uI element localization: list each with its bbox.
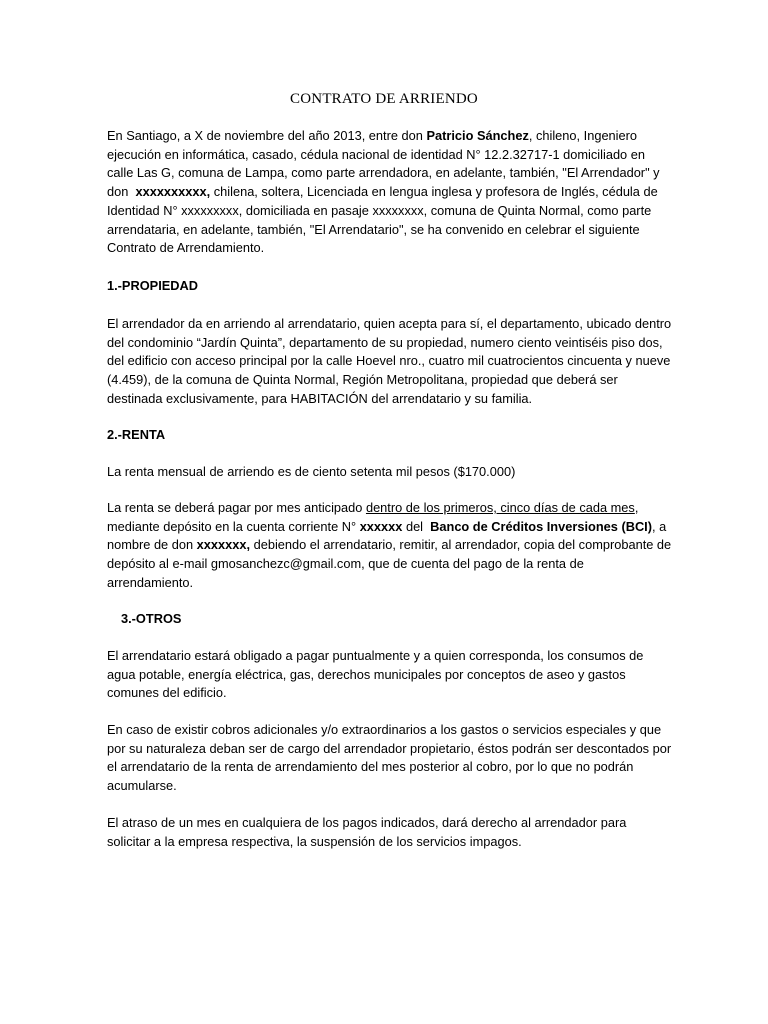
renta-line (107, 499, 667, 518)
intro-text: don (107, 184, 136, 200)
propiedad-paragraph (107, 315, 672, 409)
document-title: CONTRATO DE ARRIENDO (290, 91, 478, 107)
renta-line: La renta mensual de arriendo es de ciento setenta mil pesos ($170.000) (107, 464, 516, 479)
intro-line: arrendataria, en adelante, también, "El Arrendatario", se ha convenido en celebrar el siguiente (107, 221, 640, 237)
account-holder: xxxxxxx, (196, 537, 251, 553)
section-heading-renta: 2.-RENTA (107, 427, 166, 442)
intro-line: calle Las G, comuna de Lampa, como parte arrendadora, en adelante, también, "El Arrendador" y (107, 165, 660, 181)
otros-line: el arrendatario de la renta de arrendamiento del mes posterior al cobro, por lo que no podrán (107, 759, 634, 775)
otros-paragraph-2 (107, 721, 672, 796)
propiedad-line: El arrendador da en arriendo al arrendatario, quien acepta para sí, el departamento, ubicado dentro (107, 316, 672, 331)
bank-name: Banco de Créditos Inversiones (BCI) (430, 518, 652, 534)
renta-text: mediante depósito en la cuenta corriente N° (107, 518, 360, 534)
intro-paragraph (107, 127, 667, 258)
intro-text: chilena, soltera, Licenciada en lengua inglesa y profesora de Inglés, cédula de (210, 184, 658, 200)
otros-line: El atraso de un mes en cualquiera de los pagos indicados, dará derecho al arrendador para (107, 815, 627, 830)
renta-line (107, 518, 667, 537)
account-number: xxxxxx (359, 518, 403, 534)
renta-amount-paragraph (107, 463, 667, 482)
intro-text: , chileno, Ingeniero (528, 128, 638, 143)
renta-line: depósito al e-mail gmosanchezc@gmail.com, que de cuenta del pago de la renta de (107, 556, 584, 572)
otros-line: En caso de existir cobros adicionales y/o extraordinarios a los gastos o servicios especiales y que (107, 722, 662, 737)
propiedad-line: del edificio con acceso principal por la calle Hoevel nro., cuatro mil cuatrocientos cincuenta y nueve (107, 353, 671, 369)
section-heading-otros: 3.-OTROS (121, 611, 182, 626)
otros-line: comunes del edificio. (107, 685, 227, 701)
intro-text: En Santiago, a X de noviembre del año 2013, entre don (107, 128, 427, 143)
section-heading-propiedad: 1.-PROPIEDAD (107, 278, 199, 293)
renta-text: nombre de don (107, 537, 197, 553)
otros-line: por su naturaleza deban ser de cargo del arrendador propietario, éstos podrán ser descontados por (107, 740, 672, 756)
renta-text: del (402, 518, 431, 534)
renta-text: debiendo el arrendatario, remitir, al arrendador, copia del comprobante de (250, 537, 672, 553)
propiedad-line: (4.459), de la comuna de Quinta Normal, Región Metropolitana, propiedad que deberá ser (107, 372, 618, 388)
renta-text: , a (652, 518, 667, 534)
intro-line (107, 183, 667, 202)
arrendador-name: Patricio Sánchez (426, 128, 529, 143)
renta-text: La renta se deberá pagar por mes anticipado (107, 500, 366, 515)
renta-line (107, 536, 672, 555)
otros-line: agua potable, energía eléctrica, gas, derechos municipales por conceptos de aseo y gastos (107, 666, 626, 682)
renta-text: , (634, 500, 639, 515)
propiedad-line: del condominio “Jardín Quinta”, departamento de su propiedad, numero ciento veintiséis piso dos, (107, 334, 663, 350)
otros-paragraph-1 (107, 647, 667, 703)
arrendataria-name: xxxxxxxxxx, (135, 184, 211, 200)
propiedad-line: destinada exclusivamente, para HABITACIÓN del arrendatario y su familia. (107, 390, 533, 406)
otros-line: acumularse. (107, 778, 177, 794)
payment-deadline: dentro de los primeros, cinco días de cada mes (365, 500, 635, 515)
intro-line: ejecución en informática, casado, cédula nacional de identidad N° 12.2.32717-1 domiciliado en (107, 146, 645, 162)
intro-line (107, 127, 667, 146)
renta-line: arrendamiento. (107, 574, 194, 590)
otros-line: solicitar a la empresa respectiva, la suspensión de los servicios impagos. (107, 833, 522, 849)
intro-line: Identidad N° xxxxxxxxx, domiciliada en pasaje xxxxxxxx, comuna de Quinta Normal, como parte (107, 202, 652, 218)
otros-paragraph-3 (107, 814, 667, 851)
intro-line: Contrato de Arrendamiento. (107, 240, 265, 256)
otros-line: El arrendatario estará obligado a pagar puntualmente y a quien corresponda, los consumos de (107, 648, 644, 663)
renta-payment-paragraph (107, 499, 672, 593)
